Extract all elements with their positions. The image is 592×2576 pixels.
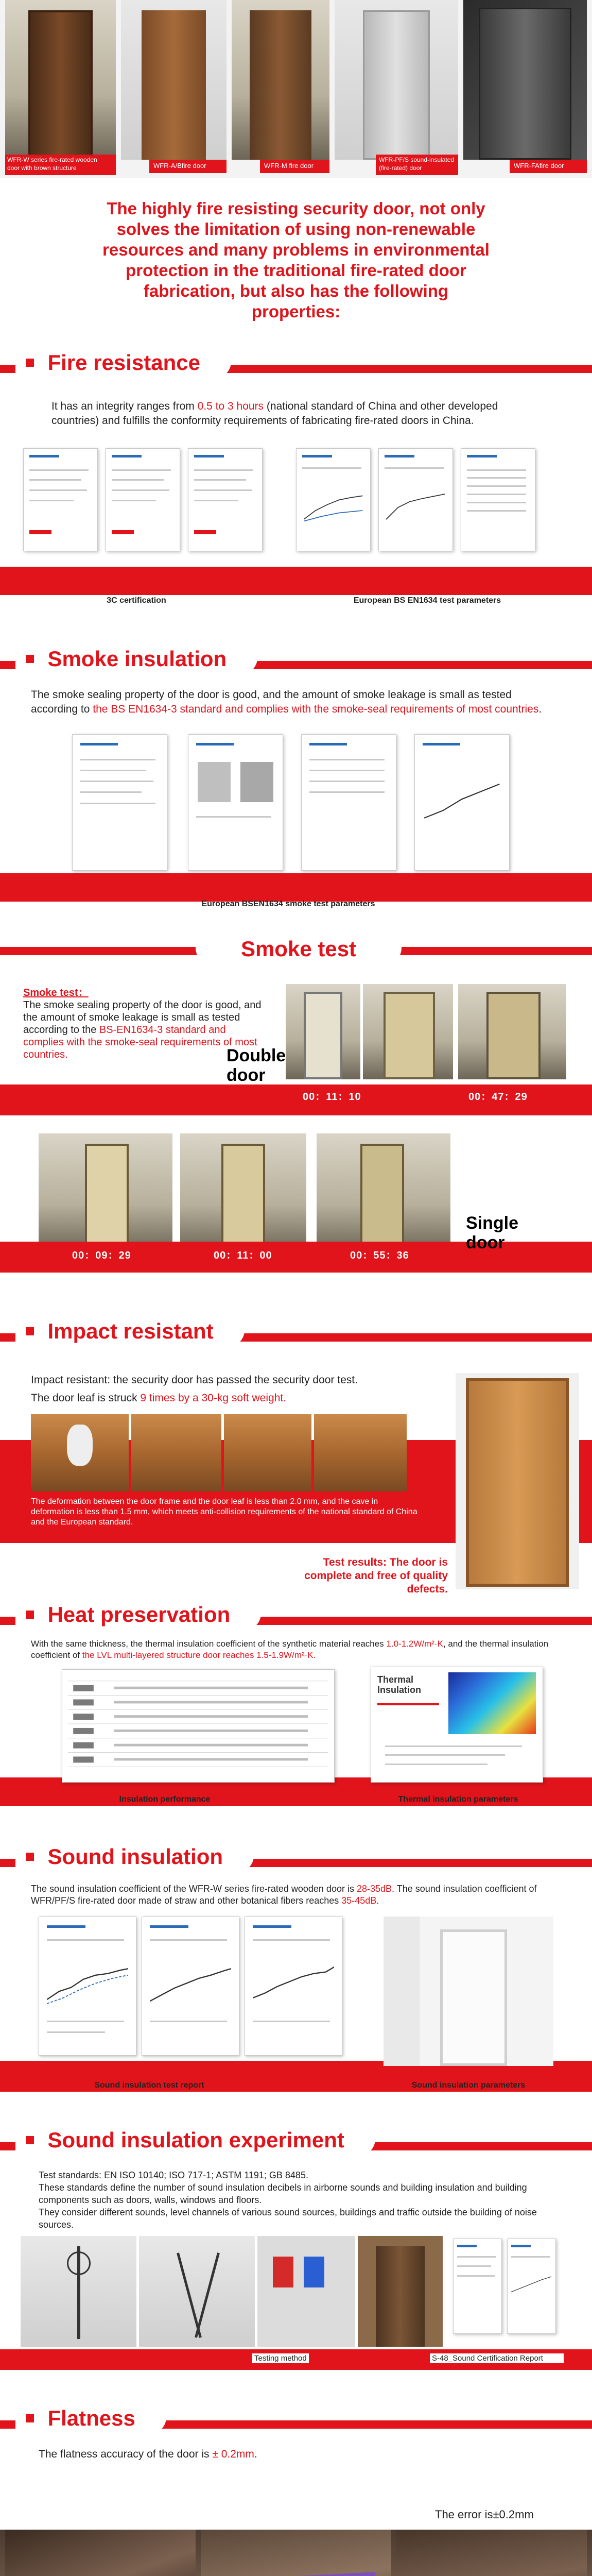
- door-photo-1: [5, 0, 116, 160]
- triangle-up-icon: [146, 2071, 152, 2076]
- timer-2: 00：47：29: [468, 1091, 528, 1103]
- banner-label-4: WFR-PF/S sound-insulated (fire-rated) door: [379, 156, 455, 172]
- smoke-doc-3: [301, 734, 396, 871]
- door-photo-3: [232, 0, 329, 160]
- heat-caption-left: Insulation performance: [98, 1785, 232, 1804]
- impact-door-photo: [456, 1373, 579, 1589]
- sound-exp-photo-1: [21, 2236, 136, 2347]
- fire-caption-left: 3C certification: [67, 586, 206, 605]
- impact-header: [0, 1298, 592, 1360]
- heat-text: With the same thickness, the thermal insulation coefficient of the synthetic material reaches 1.0-1.2W/m²·K, and the thermal insulation coefficient of the LVL multi-layered structure door reaches 1.5-1.9W/m²·K.: [31, 1639, 549, 1660]
- triangle-up-icon: [455, 1785, 461, 1790]
- triangle-up-icon: [465, 2071, 472, 2076]
- impact-text-2: The door leaf is struck 9 times by a 30-kg soft weight.: [31, 1392, 287, 1404]
- door-photo-2: [121, 0, 227, 160]
- cert-doc-2: [106, 448, 180, 551]
- smoke-test-photo-1: [286, 984, 360, 1079]
- heat-header: [0, 1582, 592, 1643]
- impact-photo-1: [31, 1414, 129, 1492]
- flatness-header: [0, 2385, 592, 2447]
- smoke-test-title: Smoke test: [240, 937, 357, 961]
- banner-label-2: WFR-A/Bfire door: [153, 162, 206, 170]
- banner-label-3: WFR-M fire door: [264, 162, 314, 170]
- param-doc-2: [378, 448, 453, 551]
- sound-header: [0, 1824, 592, 1886]
- door-photo-4: [335, 0, 458, 160]
- banner-label-5: WFR-FAfire door: [514, 162, 564, 170]
- section-marker-icon: [26, 655, 34, 663]
- smoke-test-header: [0, 927, 592, 969]
- section-marker-icon: [26, 2136, 34, 2144]
- smoke-doc-4: [414, 734, 510, 871]
- timer-4: 00：11：00: [214, 1250, 272, 1261]
- flatness-title: Flatness: [47, 2406, 135, 2430]
- flatness-text: The flatness accuracy of the door is ± 0.2mm.: [39, 2448, 257, 2460]
- flatness-photo-1: [5, 2530, 196, 2576]
- sound-door-photo: [384, 1917, 553, 2066]
- sound-exp-text: Test standards: EN ISO 10140; ISO 717-1; ASTM 1191; GB 8485. These standards define the number of sound insulation decibels in airborne sounds and building insulation and building components such as doors, walls, windows and floors. They consider different sounds, level channels of various sound sources, buildings and traffic outside the building of noise sources.: [39, 2170, 537, 2230]
- smoke-insulation-title: Smoke insulation: [47, 647, 227, 671]
- single-door-label: Single door: [466, 1213, 519, 1252]
- impact-results: Test results: The door is complete and free of quality defects.: [304, 1556, 448, 1595]
- smoke-test-photo-3: [458, 984, 566, 1079]
- param-doc-3: [461, 448, 535, 551]
- impact-title: Impact resistant: [47, 1319, 214, 1343]
- triangle-up-icon: [162, 1785, 168, 1790]
- sound-report-2: [142, 1917, 239, 2056]
- impact-text-1: Impact resistant: the security door has passed the security door test.: [31, 1374, 358, 1386]
- smoke-insulation-header: [0, 626, 592, 688]
- section-marker-icon: [26, 2414, 34, 2422]
- smoke-test-photo-6: [317, 1133, 450, 1252]
- triangle-up-icon: [133, 586, 140, 591]
- flatness-photo-3: [396, 2530, 587, 2576]
- sound-exp-photo-2: [139, 2236, 255, 2347]
- impact-photo-3: [224, 1414, 311, 1492]
- sound-exp-title: Sound insulation experiment: [47, 2128, 344, 2152]
- impact-photo-2: [131, 1414, 221, 1492]
- flatness-photo-2: [201, 2530, 391, 2576]
- sound-exp-photo-3: [257, 2236, 355, 2347]
- impact-deformation: The deformation between the door frame and the door leaf is less than 2.0 mm, and the cave in deformation is less than 1.5 mm, which meets anti-collision requirements of the national standard of China and the European standard.: [31, 1497, 417, 1527]
- sound-text: The sound insulation coefficient of the WFR-W series fire-rated wooden door is 28-35dB. The sound insulation coefficient of WFR/PF/S fire-rated door made of straw and other botanical fibers reaches 35-45dB.: [31, 1884, 537, 1906]
- smoke-doc-1: [72, 734, 167, 871]
- heat-title: Heat preservation: [47, 1602, 231, 1626]
- smoke-doc-2: [188, 734, 283, 871]
- triangle-up-icon: [285, 890, 291, 895]
- sound-report-3: [245, 1917, 342, 2056]
- smoke-test-photo-4: [39, 1133, 172, 1252]
- param-doc-1: [296, 448, 371, 551]
- sound-caption-left: Sound insulation test report: [72, 2071, 227, 2090]
- smoke-caption: European BSEN1634 smoke test parameters: [160, 890, 417, 909]
- sound-exp-photo-4: [358, 2236, 443, 2347]
- triangle-up-icon: [424, 586, 430, 591]
- fire-resistance-header: [0, 330, 592, 392]
- heat-caption-right: Thermal insulation parameters: [386, 1785, 530, 1804]
- fire-certs: [0, 438, 592, 613]
- sound-exp-caption-right: S-48_Sound Certification Report: [430, 2353, 564, 2363]
- banner-label-1: WFR-W series fire-rated wooden door with brown structure: [7, 156, 97, 172]
- cert-doc-3: [188, 448, 263, 551]
- sound-exp-header: [0, 2107, 592, 2169]
- timer-3: 00：09：29: [72, 1250, 131, 1261]
- double-door-label: Double door: [227, 1046, 286, 1085]
- impact-photo-4: [314, 1414, 407, 1492]
- fire-resistance-text: It has an integrity ranges from 0.5 to 3 hours (national standard of China and other developed countries) and fulfills the conformity requirements of fabricating fire-rated doors in China.: [51, 400, 498, 427]
- insulation-table: [62, 1669, 335, 1783]
- timer-1: 00：11：10: [303, 1091, 361, 1103]
- fire-caption-right: European BS EN1634 test parameters: [329, 586, 525, 605]
- section-marker-icon: [26, 1611, 34, 1619]
- sound-cert-doc-2: [507, 2239, 556, 2334]
- sound-exp-caption-left: Testing method: [252, 2353, 309, 2363]
- smoke-test-desc: Smoke test： The smoke sealing property of the door is good, and the amount of smoke leakage is small as tested according to the BS-EN1634-3 standard and complies with the smoke-seal requirements of most countries.: [23, 987, 262, 1060]
- thermal-label: Thermal Insulation: [377, 1674, 421, 1695]
- fire-resistance-title: Fire resistance: [47, 350, 200, 375]
- section-marker-icon: [26, 1853, 34, 1861]
- top-banner: [0, 0, 592, 178]
- intro-text: The highly fire resisting security door, not only solves the limitation of using non-renewable resources and many problems in environmental protection in the traditional fire-rated door fabrication, but also has the following properties:: [102, 199, 490, 321]
- timer-5: 00：55：36: [350, 1250, 409, 1261]
- door-photo-5: [463, 0, 587, 160]
- section-marker-icon: [26, 359, 34, 367]
- section-marker-icon: [26, 1327, 34, 1335]
- flatness-error: The error is±0.2mm: [435, 2508, 534, 2521]
- cert-doc-1: [23, 448, 98, 551]
- sound-cert-doc-1: [453, 2239, 502, 2334]
- thermal-doc: [371, 1667, 543, 1783]
- smoke-test-photo-5: [180, 1133, 306, 1252]
- sound-caption-right: Sound insulation parameters: [391, 2071, 546, 2090]
- smoke-docs: [0, 729, 592, 920]
- sound-report-1: [39, 1917, 136, 2056]
- smoke-insulation-text: The smoke sealing property of the door is good, and the amount of smoke leakage is small as tested according to the BS EN1634-3 standard and complies with the smoke-seal requirements of most countries.: [31, 689, 542, 715]
- sound-title: Sound insulation: [47, 1844, 223, 1869]
- smoke-test-photo-2: [363, 984, 453, 1079]
